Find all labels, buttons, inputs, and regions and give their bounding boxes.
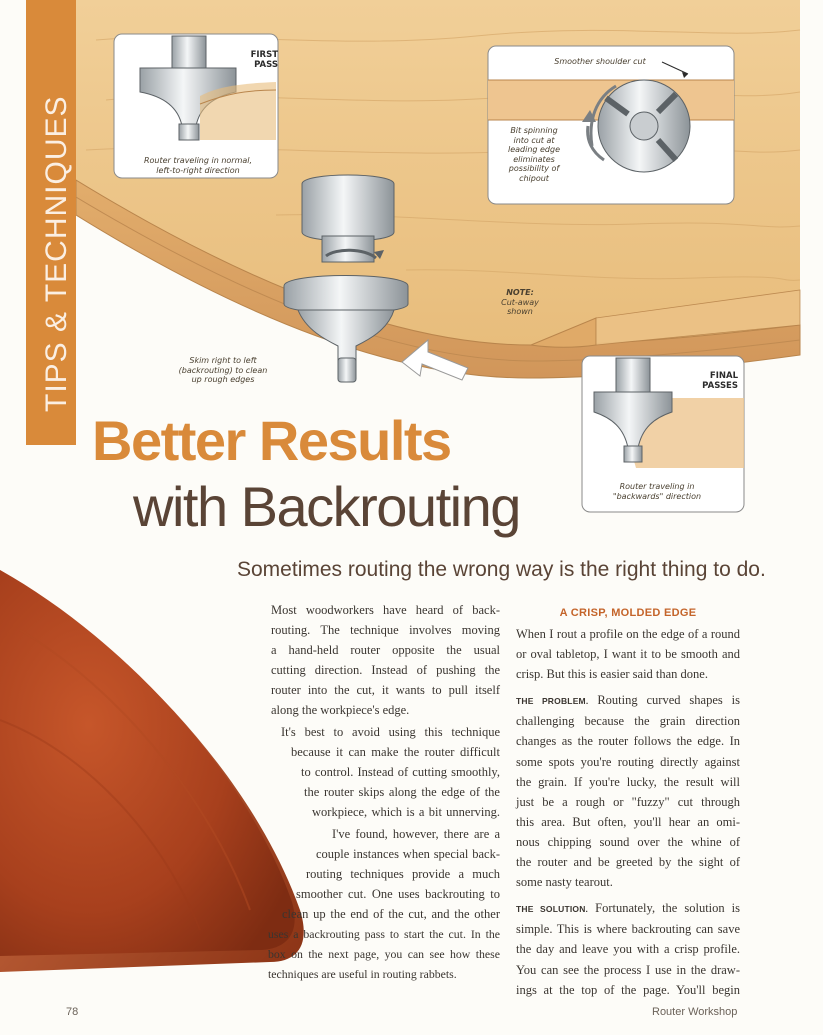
backwards-direction-caption: Router traveling in "backwards" direction: [612, 482, 702, 501]
publication-name: Router Workshop: [652, 1006, 738, 1018]
note-caption: NOTE: Cut-away shown: [501, 288, 539, 317]
left-line: It's best to avoid using this technique: [281, 725, 500, 739]
left-line: uses a backrouting pass to start the cut. In the: [268, 927, 500, 941]
right-line: some nasty tearout.: [516, 875, 613, 890]
first-pass-line-1: FIRST: [250, 50, 278, 60]
first-pass-line-2: PASS: [254, 59, 278, 70]
right-line: some spots you're routing directly against: [516, 754, 740, 769]
right-line: nous chipping sound over the whine of: [516, 834, 740, 849]
shoulder-cut-caption: Smoother shoulder cut: [554, 57, 646, 66]
right-line: crisp. But this is easier said than done.: [516, 667, 708, 682]
solution-first-line: THE SOLUTION. Fortunately, the solution is: [516, 901, 740, 916]
problem-lead: THE PROBLEM.: [516, 696, 589, 707]
bit-spinning-caption: Bit spinning into cut at leading edge eliminates possibility of chipout: [507, 126, 561, 183]
right-line: ings at the top of the page. You'll begin: [516, 982, 740, 997]
left-line: a hand-held router opposite the usual: [271, 643, 500, 657]
section-heading: A CRISP, MOLDED EDGE: [559, 607, 697, 619]
left-line: box on the next page, you can see how these: [268, 947, 500, 961]
solution-lead: THE SOLUTION.: [516, 904, 589, 915]
article-title-line-2: with Backrouting: [133, 475, 520, 538]
right-line: When I rout a profile on the edge of a round: [516, 627, 740, 641]
article-title: Better Results: [92, 409, 451, 472]
page-number: 78: [66, 1006, 79, 1018]
left-line: cutting direction. Instead of pushing the: [271, 663, 500, 677]
skim-caption: Skim right to left (backrouting) to clean up rough edges: [178, 356, 268, 385]
normal-direction-caption: Router traveling in normal, left-to-right direction: [143, 156, 253, 175]
left-line: couple instances when special back-: [316, 847, 500, 861]
left-line: techniques are useful in routing rabbets.: [268, 967, 457, 981]
left-line: clean up the end of the cut, and the other: [282, 907, 500, 921]
article-subtitle: Sometimes routing the wrong way is the right thing to do.: [237, 558, 766, 581]
left-line: to control. Instead of cutting smoothly,: [301, 765, 500, 779]
right-line: You can see the process I use in the draw-: [516, 962, 740, 977]
final-passes-tag: FINAL PASSES: [702, 371, 738, 391]
right-line: challenging because the grain direction: [516, 714, 740, 729]
left-line: because it can make the router difficult: [291, 745, 500, 759]
right-line: this area. But often, you'll hear an omi-: [516, 814, 740, 829]
left-line: routing techniques provide a much: [306, 867, 500, 881]
right-line: the grain. If you're lucky, the result will: [516, 774, 740, 789]
left-line: Most woodworkers have heard of back-: [271, 603, 500, 617]
left-line: router into the cut, it wants to pull itself: [271, 683, 500, 697]
first-pass-tag: [228, 51, 278, 71]
section-tab-label: TIPS & TECHNIQUES: [40, 95, 73, 412]
body-column-right: [516, 606, 740, 1000]
left-line: smoother cut. One uses backrouting to: [296, 887, 500, 901]
left-line: routing. The technique involves moving: [271, 623, 500, 637]
right-line: the router and be greeted by the sight of: [516, 855, 740, 870]
right-line: changes as the router follows the edge. In: [516, 734, 740, 749]
right-line: just be a rough or "fuzzy" cut through: [516, 794, 740, 809]
right-line: or oval tabletop, I want it to be smooth and: [516, 647, 740, 662]
right-line: the day and leave you with a crisp profile.: [516, 942, 740, 957]
problem-first-line: THE PROBLEM. Routing curved shapes is: [516, 693, 740, 708]
right-line: simple. This is where backrouting can save: [516, 922, 740, 937]
left-line: workpiece, which is a bit unnerving.: [312, 805, 500, 819]
left-line: along the workpiece's edge.: [271, 703, 410, 717]
left-line: I've found, however, there are a: [332, 827, 500, 841]
left-line: the router skips along the edge of the: [304, 785, 500, 799]
